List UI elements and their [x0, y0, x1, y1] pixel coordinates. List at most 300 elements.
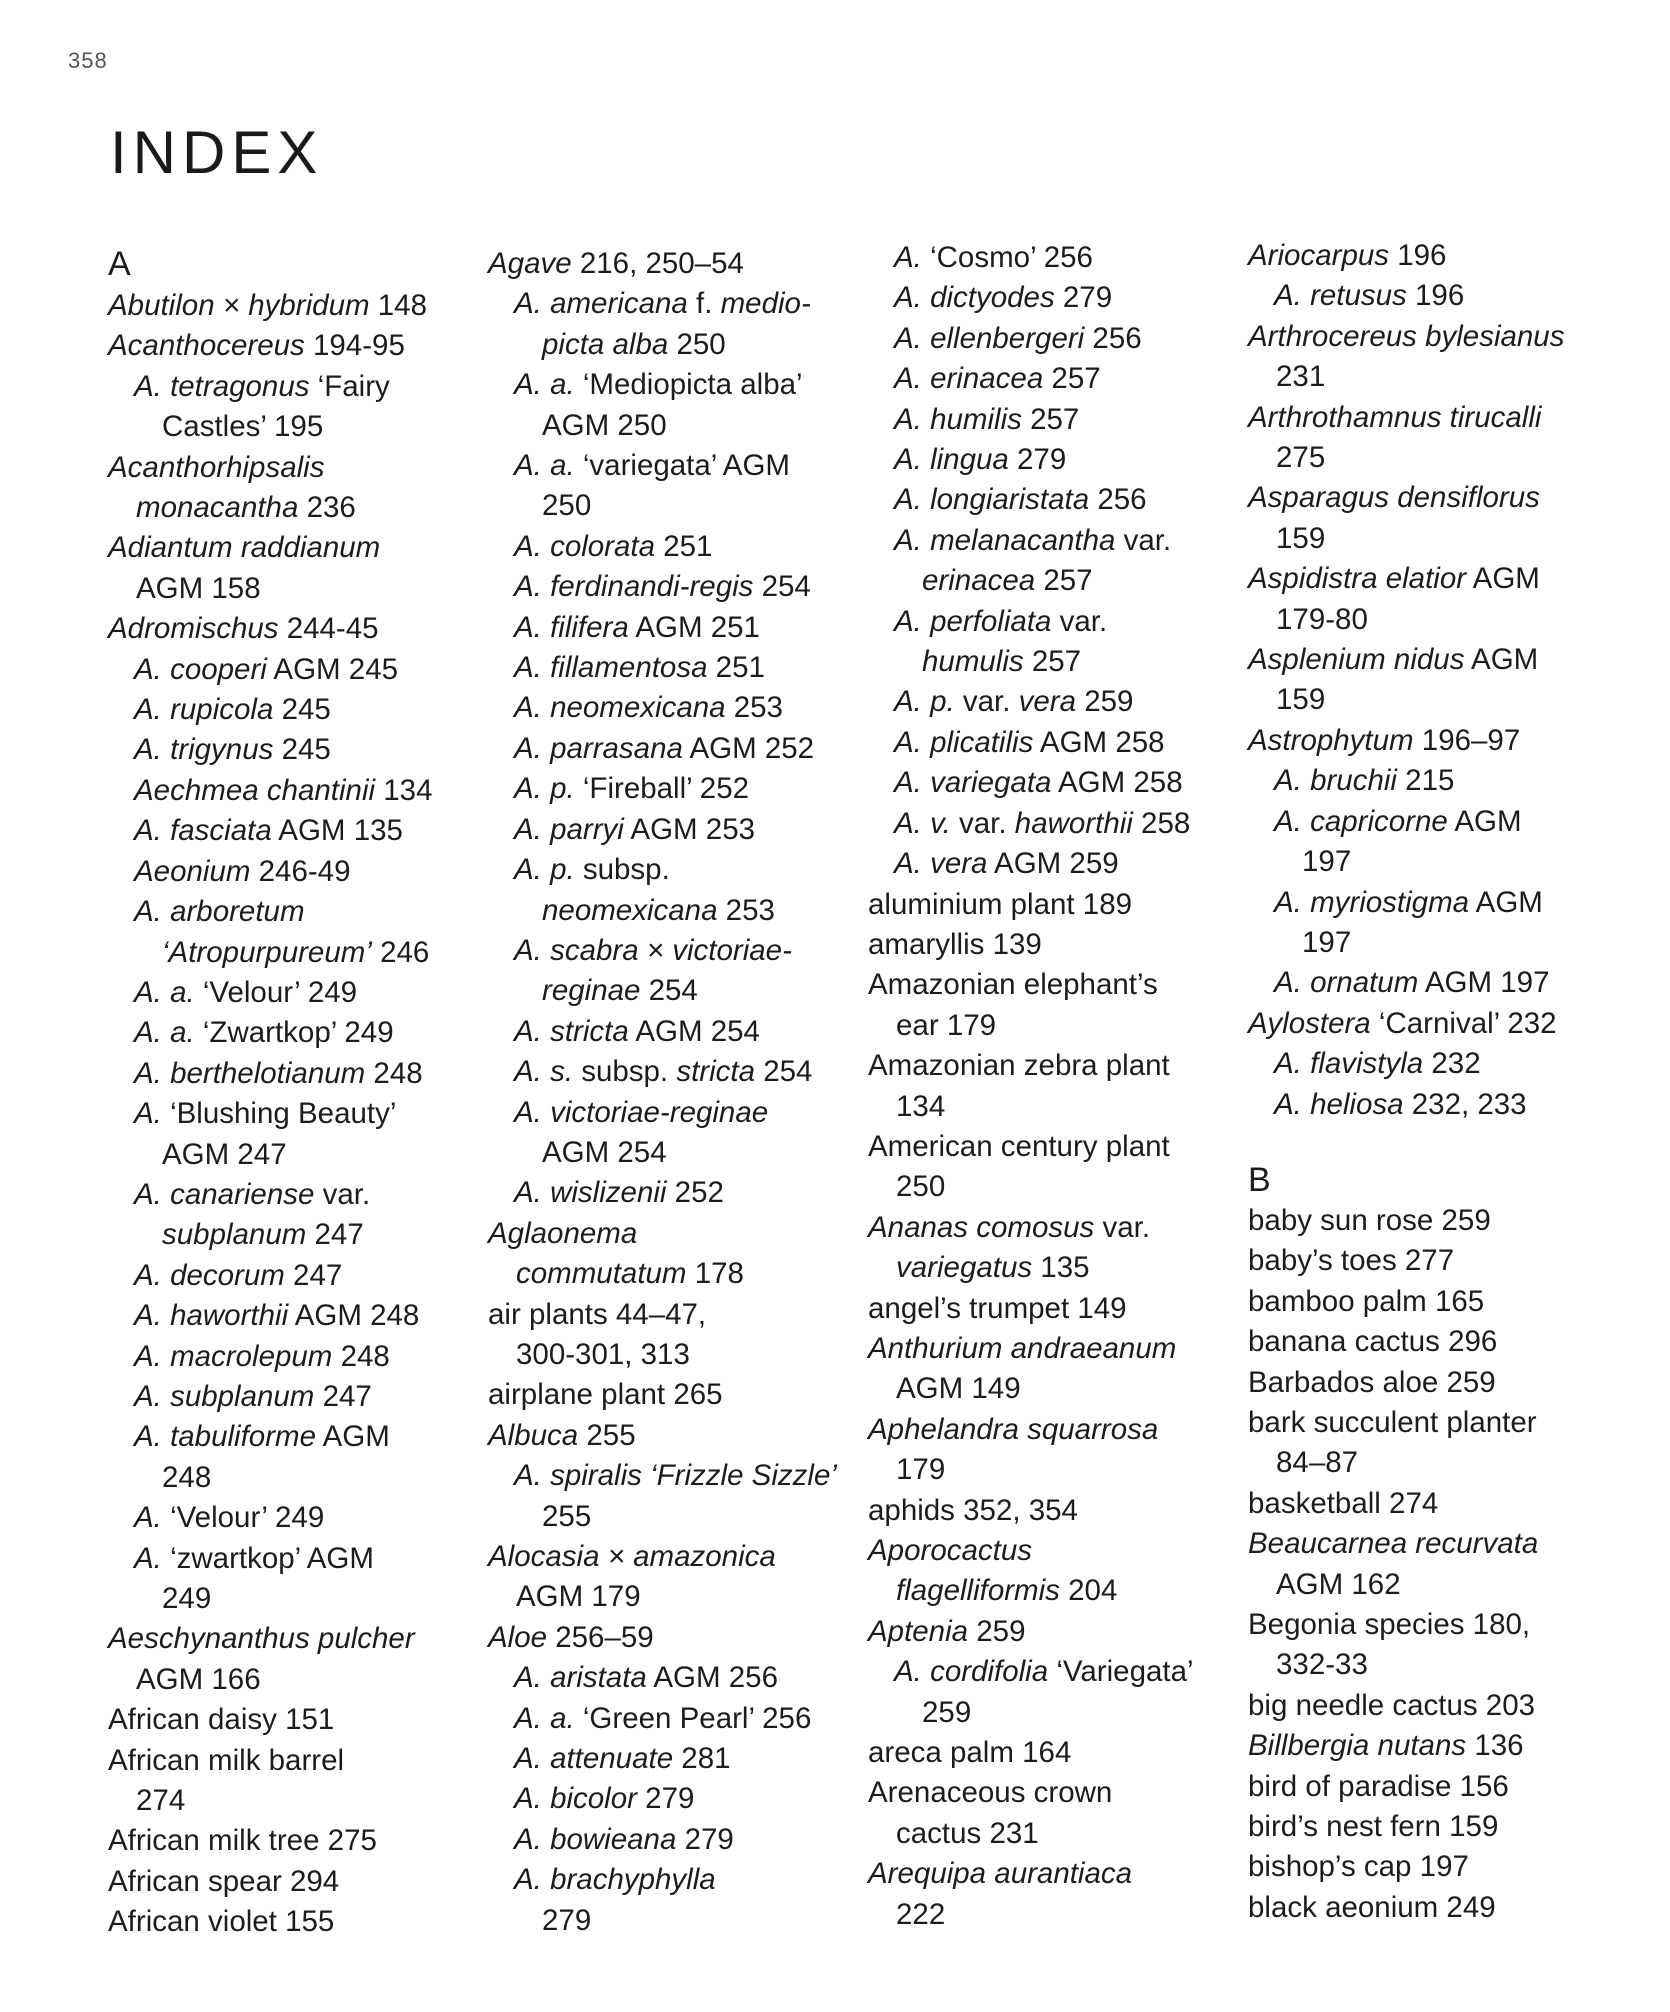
- latin-name-text: A. scabra × victoriae-: [514, 933, 792, 967]
- latin-name-text: A. ellenbergeri: [894, 321, 1085, 355]
- latin-name-text: A. fasciata: [134, 814, 272, 848]
- index-subentry: [488, 1173, 868, 1213]
- latin-name-text: A. lingua: [894, 443, 1009, 477]
- latin-name-text: A. trigynus: [134, 733, 274, 767]
- entry-text: AGM 256: [646, 1661, 778, 1695]
- entry-line: [868, 804, 1248, 844]
- entry-text: var.: [314, 1177, 371, 1211]
- section-letter-b: B: [1248, 1160, 1271, 1199]
- latin-name-text: A. americana: [514, 287, 688, 321]
- entry-text: AGM: [316, 1420, 390, 1454]
- latin-name-text: Aylostera: [1248, 1006, 1371, 1040]
- index-subentry: [868, 359, 1248, 399]
- index-entry: [108, 326, 488, 366]
- entry-line: [868, 1854, 1248, 1894]
- entry-text: 84–87: [1276, 1446, 1359, 1480]
- entry-text: black aeonium 249: [1248, 1890, 1496, 1924]
- entry-text: 236: [298, 491, 356, 525]
- entry-text: ‘Velour’ 249: [161, 1501, 325, 1535]
- entry-line: [488, 1012, 868, 1052]
- index-subentry: [488, 729, 868, 769]
- index-subentry: [108, 1498, 488, 1538]
- latin-name-text: A. melanacantha: [894, 523, 1116, 557]
- index-column-1: [108, 240, 488, 1943]
- latin-name-text: A. vera: [894, 847, 988, 881]
- entry-line: [868, 1208, 1248, 1248]
- entry-line: [108, 1862, 488, 1902]
- entry-line: [1248, 1807, 1628, 1847]
- entry-text: Castles’ 195: [162, 410, 324, 444]
- entry-text: AGM 254: [628, 1014, 760, 1048]
- entry-text: African violet 155: [108, 1905, 335, 1939]
- entry-line: [1248, 1085, 1628, 1125]
- index-entry: [868, 1773, 1248, 1854]
- entry-text: 257: [1035, 564, 1093, 598]
- entry-line: [108, 609, 488, 649]
- entry-line: [108, 407, 488, 447]
- index-entry: [868, 1410, 1248, 1491]
- index-subentry: [108, 1417, 488, 1498]
- entry-text: areca palm 164: [868, 1736, 1072, 1770]
- index-subentry: [488, 1093, 868, 1174]
- entry-text: AGM 253: [623, 812, 756, 846]
- entry-line: [488, 1214, 868, 1254]
- index-entry: [1248, 1807, 1628, 1847]
- entry-line: [868, 885, 1248, 925]
- entry-line: [868, 844, 1248, 884]
- index-entry: [868, 1329, 1248, 1410]
- index-subentry: [488, 567, 868, 607]
- index-entry: [1248, 721, 1628, 761]
- latin-name-text: commutatum: [516, 1257, 687, 1291]
- latin-name-text: A. flavistyla: [1274, 1047, 1424, 1081]
- index-subentry: [488, 608, 868, 648]
- latin-name-text: Beaucarnea recurvata: [1248, 1527, 1539, 1561]
- entry-line: [868, 1046, 1248, 1086]
- index-entry: [1248, 1403, 1628, 1484]
- entry-line: [488, 446, 868, 486]
- index-subentry: [488, 1052, 868, 1092]
- latin-name-text: A. a.: [134, 975, 195, 1009]
- index-column-2: [488, 244, 868, 1941]
- index-entry: [1248, 1004, 1628, 1044]
- index-entry: [1248, 1322, 1628, 1362]
- entry-text: 256–59: [547, 1620, 654, 1654]
- entry-line: [868, 1410, 1248, 1450]
- latin-name-text: vera: [1018, 685, 1077, 719]
- latin-name-text: A. cordifolia: [894, 1655, 1049, 1689]
- latin-name-text: A. parrasana: [514, 731, 683, 765]
- entry-text: AGM 258: [1051, 766, 1183, 800]
- entry-line: [108, 1417, 488, 1457]
- entry-text: AGM 158: [136, 571, 261, 605]
- latin-name-text: A. myriostigma: [1274, 885, 1470, 919]
- entry-line: [108, 1337, 488, 1377]
- entry-text: ‘Blushing Beauty’: [161, 1097, 397, 1131]
- entry-line: [1248, 963, 1628, 1003]
- entry-line: [108, 569, 488, 609]
- entry-line: [108, 1054, 488, 1094]
- latin-name-text: Adromischus: [108, 612, 279, 646]
- entry-line: [1248, 1241, 1628, 1281]
- entry-text: 250: [542, 489, 592, 523]
- latin-name-text: A. stricta: [514, 1014, 629, 1048]
- entry-line: [108, 1781, 488, 1821]
- latin-name-text: monacantha: [136, 491, 299, 525]
- latin-name-text: Albuca: [488, 1418, 579, 1452]
- entry-text: 247: [314, 1379, 372, 1413]
- entry-line: [488, 567, 868, 607]
- index-subentry: [868, 521, 1248, 602]
- latin-name-text: A. tetragonus: [134, 369, 310, 403]
- entry-line: [488, 1779, 868, 1819]
- entry-text: 257: [1023, 645, 1082, 679]
- entry-line: [868, 1329, 1248, 1369]
- entry-line: [488, 1052, 868, 1092]
- entry-line: [488, 1254, 868, 1294]
- latin-name-text: A. longiaristata: [894, 483, 1090, 517]
- entry-text: amaryllis 139: [868, 927, 1042, 961]
- entry-text: 279: [636, 1782, 695, 1816]
- entry-text: 250: [896, 1170, 946, 1204]
- index-subentry: [1248, 1044, 1628, 1084]
- latin-name-text: A. ornatum: [1274, 966, 1419, 1000]
- entry-text: 244-45: [278, 612, 379, 646]
- index-subentry: [108, 690, 488, 730]
- entry-text: AGM 179: [516, 1580, 641, 1614]
- entry-text: banana cactus 296: [1248, 1325, 1498, 1359]
- entry-text: var.: [1115, 523, 1172, 557]
- entry-line: [108, 973, 488, 1013]
- entry-text: 254: [753, 570, 811, 604]
- index-entry: [108, 1902, 488, 1942]
- index-entry: [488, 1416, 868, 1456]
- entry-text: Amazonian elephant’s: [868, 968, 1158, 1002]
- entry-text: 232, 233: [1403, 1087, 1527, 1121]
- index-entry: [1248, 1363, 1628, 1403]
- entry-text: bishop’s cap 197: [1248, 1850, 1469, 1884]
- page-number: 358: [68, 48, 108, 73]
- entry-text: 279: [542, 1903, 592, 1937]
- entry-line: [108, 1902, 488, 1942]
- entry-line: [1248, 1888, 1628, 1928]
- entry-text: AGM 247: [162, 1137, 287, 1171]
- entry-text: AGM 254: [542, 1135, 667, 1169]
- entry-line: [868, 1733, 1248, 1773]
- entry-line: [1248, 680, 1628, 720]
- latin-name-text: A. p.: [894, 685, 955, 719]
- latin-name-text: variegatus: [896, 1251, 1033, 1285]
- index-subentry: [488, 1739, 868, 1779]
- index-subentry: [488, 648, 868, 688]
- latin-name-text: A. wislizenii: [514, 1176, 667, 1210]
- entry-line: [1248, 1403, 1628, 1443]
- latin-name-text: Asplenium nidus: [1248, 643, 1465, 677]
- index-entry: [1248, 1524, 1628, 1605]
- entry-text: var.: [1051, 604, 1108, 638]
- entry-line: [868, 1248, 1248, 1288]
- entry-line: [488, 931, 868, 971]
- entry-line: [108, 367, 488, 407]
- index-subentry: [488, 850, 868, 931]
- latin-name-text: A. perfoliata: [894, 604, 1052, 638]
- latin-name-text: A. bicolor: [514, 1782, 637, 1816]
- latin-name-text: Ananas comosus: [868, 1210, 1095, 1244]
- entry-text: ‘Carnival’ 232: [1370, 1006, 1557, 1040]
- index-subentry: [488, 1820, 868, 1860]
- entry-text: 231: [1276, 360, 1326, 394]
- index-entry: [868, 1127, 1248, 1208]
- entry-line: [488, 648, 868, 688]
- latin-name-text: Abutilon × hybridum: [108, 289, 370, 322]
- index-subentry: [488, 769, 868, 809]
- entry-text: ‘variegata’ AGM: [574, 449, 791, 483]
- entry-text: 135: [1032, 1251, 1090, 1285]
- entry-line: [868, 521, 1248, 561]
- entry-line: [108, 1094, 488, 1134]
- entry-text: ‘Green Pearl’ 256: [574, 1701, 812, 1735]
- index-subentry: [108, 367, 488, 448]
- entry-line: [488, 1658, 868, 1698]
- index-entry: [1248, 1241, 1628, 1281]
- index-entry: [868, 1854, 1248, 1935]
- latin-name-text: Arthrothamnus tirucalli: [1248, 400, 1542, 434]
- entry-line: [868, 1531, 1248, 1571]
- entry-line: [488, 1699, 868, 1739]
- entry-text: 196–97: [1413, 723, 1521, 757]
- latin-name-text: neomexicana: [542, 893, 718, 927]
- entry-text: 196: [1406, 279, 1465, 313]
- entry-text: 253: [717, 893, 775, 927]
- index-subentry: [868, 723, 1248, 763]
- entry-line: [488, 244, 868, 284]
- entry-line: [108, 1458, 488, 1498]
- index-entry: [488, 1295, 868, 1376]
- entry-line: [488, 284, 868, 324]
- entry-line: [868, 278, 1248, 318]
- latin-name-text: Alocasia × amazonica: [488, 1540, 776, 1573]
- entry-text: AGM: [1464, 643, 1539, 677]
- index-subentry: [488, 365, 868, 446]
- entry-text: 159: [1276, 683, 1326, 717]
- index-subentry: [108, 1296, 488, 1336]
- entry-line: [868, 682, 1248, 722]
- entry-line: [1248, 317, 1628, 357]
- latin-name-text: Aptenia: [868, 1614, 969, 1648]
- entry-line: [488, 1173, 868, 1213]
- index-subentry: [868, 400, 1248, 440]
- index-entry: [108, 609, 488, 649]
- entry-line: [488, 810, 868, 850]
- entry-line: [488, 1577, 868, 1617]
- index-entry: [868, 1733, 1248, 1773]
- entry-line: [488, 769, 868, 809]
- entry-text: 274: [136, 1784, 186, 1818]
- index-subentry: [868, 763, 1248, 803]
- index-subentry: [108, 771, 488, 811]
- entry-text: 248: [332, 1339, 390, 1373]
- latin-name-text: A. p.: [514, 772, 575, 806]
- entry-text: AGM 258: [1033, 725, 1165, 759]
- entry-line: [488, 688, 868, 728]
- entry-text: 204: [1059, 1574, 1118, 1608]
- entry-line: [488, 1497, 868, 1537]
- entry-line: [868, 642, 1248, 682]
- latin-name-text: A. v.: [894, 806, 951, 840]
- latin-name-text: A.: [894, 241, 922, 274]
- entry-line: [108, 690, 488, 730]
- index-subentry: [108, 1054, 488, 1094]
- index-subentry: [108, 811, 488, 851]
- entry-line: [868, 1652, 1248, 1692]
- entry-text: subsp.: [574, 853, 670, 887]
- entry-text: 159: [1276, 521, 1326, 555]
- index-subentry: [1248, 883, 1628, 964]
- entry-text: 246: [371, 935, 430, 969]
- index-subentry: [488, 1012, 868, 1052]
- entry-line: [1248, 559, 1628, 599]
- index-subentry: [868, 1652, 1248, 1733]
- entry-line: [868, 1369, 1248, 1409]
- entry-text: AGM: [1469, 885, 1543, 919]
- entry-line: [1248, 1767, 1628, 1807]
- entry-text: 251: [707, 651, 765, 685]
- entry-text: AGM: [1447, 804, 1522, 838]
- index-subentry: [108, 973, 488, 1013]
- entry-line: [108, 1619, 488, 1659]
- entry-line: [108, 1256, 488, 1296]
- entry-line: [1248, 478, 1628, 518]
- entry-line: [1248, 1847, 1628, 1887]
- latin-name-text: A. berthelotianum: [134, 1056, 366, 1090]
- entry-text: 259: [922, 1695, 972, 1729]
- entry-line: [868, 723, 1248, 763]
- entry-text: 232: [1423, 1047, 1481, 1081]
- entry-line: [108, 1175, 488, 1215]
- entry-text: 179-80: [1276, 602, 1368, 636]
- latin-name-text: A. a.: [514, 449, 575, 483]
- entry-line: [1248, 640, 1628, 680]
- entry-line: [488, 1739, 868, 1779]
- entry-text: ‘Fairy: [309, 369, 390, 403]
- index-entry: [1248, 1767, 1628, 1807]
- entry-line: [1248, 721, 1628, 761]
- index-entry: [488, 1618, 868, 1658]
- entry-text: ‘Cosmo’ 256: [921, 241, 1093, 274]
- entry-text: 254: [640, 974, 698, 1008]
- entry-line: [108, 1215, 488, 1255]
- entry-line: [868, 1693, 1248, 1733]
- entry-line: [868, 1491, 1248, 1531]
- index-subentry: [868, 278, 1248, 318]
- entry-text: AGM 251: [628, 610, 760, 644]
- entry-text: var.: [950, 806, 1015, 840]
- index-subentry: [108, 1539, 488, 1620]
- entry-text: 259: [1076, 685, 1134, 719]
- entry-line: [488, 1456, 868, 1496]
- entry-text: ‘Mediopicta alba’: [574, 368, 803, 402]
- latin-name-text: A.: [134, 1501, 162, 1535]
- entry-text: AGM 259: [987, 847, 1119, 881]
- index-column-3: [868, 238, 1248, 1935]
- latin-name-text: A. a.: [134, 1016, 195, 1050]
- entry-line: [488, 850, 868, 890]
- entry-text: 258: [1132, 806, 1191, 840]
- entry-line: [1248, 236, 1628, 276]
- entry-line: [108, 650, 488, 690]
- index-entry: [868, 965, 1248, 1046]
- entry-line: [1248, 802, 1628, 842]
- entry-line: [488, 325, 868, 365]
- entry-text: 178: [686, 1257, 744, 1291]
- entry-line: [1248, 1282, 1628, 1322]
- index-subentry: [868, 319, 1248, 359]
- latin-name-text: erinacea: [922, 564, 1036, 598]
- index-entry: [1248, 640, 1628, 721]
- entry-line: [1248, 276, 1628, 316]
- latin-name-text: flagelliformis: [896, 1574, 1060, 1608]
- entry-text: angel’s trumpet 149: [868, 1291, 1127, 1325]
- entry-line: [868, 1127, 1248, 1167]
- entry-line: [108, 933, 488, 973]
- entry-text: 248: [162, 1460, 212, 1494]
- entry-text: AGM 250: [542, 408, 667, 442]
- entry-text: ear 179: [896, 1008, 997, 1042]
- index-subentry: [108, 1256, 488, 1296]
- entry-text: subsp.: [573, 1055, 677, 1089]
- latin-name-text: ‘Atropurpureum’: [162, 935, 372, 969]
- latin-name-text: Ariocarpus: [1248, 239, 1390, 272]
- index-subentry: [488, 1860, 868, 1941]
- index-subentry: [868, 844, 1248, 884]
- index-entry: [108, 1619, 488, 1700]
- entry-line: [108, 1660, 488, 1700]
- entry-text: bark succulent planter: [1248, 1405, 1537, 1439]
- page-title: INDEX: [110, 119, 324, 186]
- index-entry: [108, 1821, 488, 1861]
- entry-text: aphids 352, 354: [868, 1493, 1078, 1527]
- entry-text: basketball 274: [1248, 1486, 1439, 1520]
- entry-text: 279: [676, 1822, 734, 1856]
- latin-name-text: reginae: [542, 974, 641, 1008]
- latin-name-text: picta alba: [542, 327, 669, 361]
- entry-text: Amazonian zebra plant: [868, 1049, 1170, 1083]
- latin-name-text: haworthii: [1014, 806, 1133, 840]
- latin-name-text: A. capricorne: [1274, 804, 1448, 838]
- entry-line: [488, 1093, 868, 1133]
- index-subentry: [108, 892, 488, 973]
- latin-name-text: Adiantum raddianum: [108, 531, 381, 565]
- entry-line: [868, 1289, 1248, 1329]
- entry-text: AGM 166: [136, 1662, 261, 1696]
- entry-line: [1248, 1044, 1628, 1084]
- entry-line: [488, 1860, 868, 1900]
- entry-line: [488, 971, 868, 1011]
- index-entry: [1248, 398, 1628, 479]
- index-subentry: [108, 1377, 488, 1417]
- entry-text: Barbados aloe 259: [1248, 1365, 1496, 1399]
- entry-text: AGM 135: [271, 814, 403, 848]
- entry-text: var.: [954, 685, 1019, 719]
- latin-name-text: Aspidistra elatior: [1248, 562, 1467, 596]
- entry-text: 134: [896, 1089, 946, 1123]
- entry-line: [1248, 761, 1628, 801]
- index-entry: [1248, 478, 1628, 559]
- latin-name-text: A. arboretum: [134, 895, 305, 929]
- index-entry: [488, 244, 868, 284]
- entry-text: 216, 250–54: [571, 247, 744, 280]
- index-entry: [1248, 1686, 1628, 1726]
